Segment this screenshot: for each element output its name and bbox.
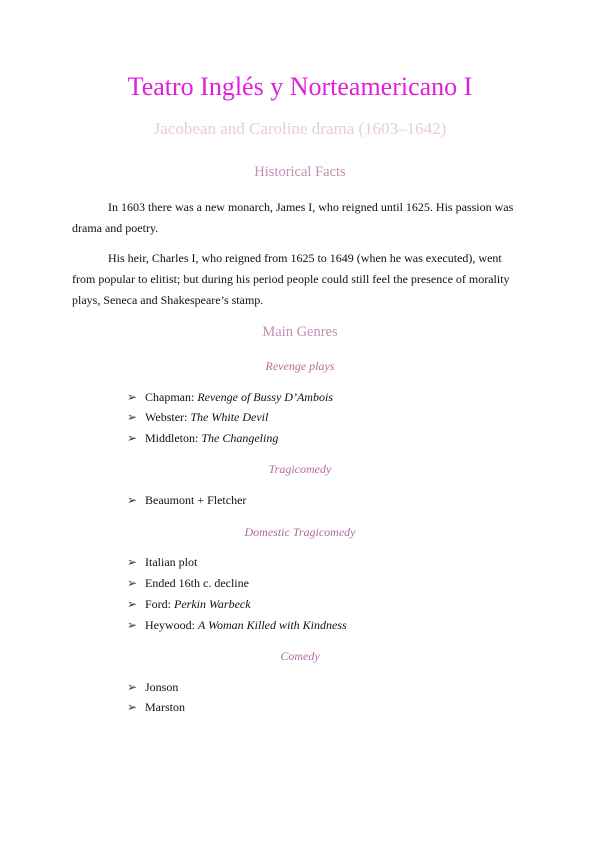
item-author: Marston	[145, 700, 185, 714]
list-item	[127, 699, 185, 715]
item-work: Perkin Warbeck	[174, 597, 251, 611]
historical-paragraph-1: In 1603 there was a new monarch, James I, who reigned until 1625. His passion was drama and poetry.	[72, 200, 514, 235]
list-item	[127, 575, 249, 591]
page-title: Teatro Inglés y Norteamericano I	[127, 72, 473, 101]
arrow-bullet-icon: ➢	[127, 700, 138, 714]
arrow-bullet-icon: ➢	[127, 555, 138, 569]
item-author: Webster:	[145, 410, 191, 424]
arrow-bullet-icon: ➢	[127, 390, 138, 404]
revenge-plays-heading: Revenge plays	[265, 359, 335, 373]
arrow-bullet-icon: ➢	[127, 410, 138, 424]
arrow-bullet-icon: ➢	[127, 493, 138, 507]
page-subtitle: Jacobean and Caroline drama (1603–1642)	[153, 119, 447, 138]
item-author: Heywood:	[145, 618, 198, 632]
item-work: Revenge of Bussy D’Ambois	[197, 390, 333, 404]
list-item	[127, 679, 178, 695]
item-author: Chapman:	[145, 390, 198, 404]
arrow-bullet-icon: ➢	[127, 431, 138, 445]
comedy-heading: Comedy	[280, 649, 320, 663]
list-item	[127, 430, 278, 446]
arrow-bullet-icon: ➢	[127, 680, 138, 694]
item-work: A Woman Killed with Kindness	[198, 618, 347, 632]
item-work: The Changeling	[201, 431, 279, 445]
arrow-bullet-icon: ➢	[127, 618, 138, 632]
item-author: Ford:	[145, 597, 175, 611]
list-item	[127, 409, 268, 425]
list-item	[127, 617, 347, 633]
item-author: Jonson	[145, 680, 179, 694]
tragicomedy-heading: Tragicomedy	[268, 462, 332, 476]
item-work: The White Devil	[190, 410, 269, 424]
item-author: Ended 16th c. decline	[145, 576, 249, 590]
arrow-bullet-icon: ➢	[127, 597, 138, 611]
arrow-bullet-icon: ➢	[127, 576, 138, 590]
item-author: Italian plot	[145, 555, 198, 569]
item-author: Beaumont + Fletcher	[145, 493, 247, 507]
main-genres-heading: Main Genres	[262, 324, 338, 340]
item-author: Middleton:	[145, 431, 202, 445]
historical-facts-heading: Historical Facts	[254, 164, 346, 180]
list-item	[127, 596, 251, 612]
list-item	[127, 389, 333, 405]
historical-paragraph-2: His heir, Charles I, who reigned from 1625 to 1649 (when he was executed), went from popular to elitist; but during his period people could still feel the presence of morality plays, Seneca and Shakespeare’s stamp.	[72, 251, 510, 307]
domestic-tragicomedy-heading: Domestic Tragicomedy	[244, 525, 356, 539]
list-item	[127, 492, 246, 508]
list-item	[127, 554, 197, 570]
